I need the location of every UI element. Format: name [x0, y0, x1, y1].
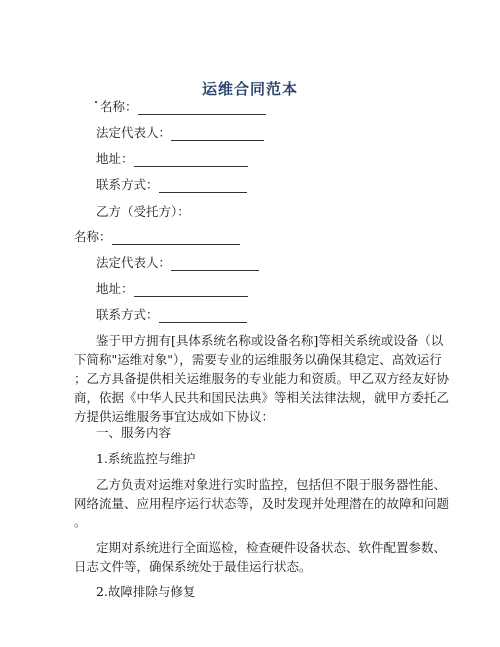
party-a-contact-row [96, 177, 247, 193]
preamble-line-3: ；乙方具备提供相关运维服务的专业能力和资质。甲乙双方经友好协 [74, 371, 450, 386]
party-a-name-blank [138, 101, 266, 115]
party-b-contact-label: 联系方式： [96, 307, 159, 322]
party-a-address-blank [134, 153, 248, 167]
party-a-address-label: 地址： [96, 151, 134, 166]
party-b-rep-blank [171, 257, 259, 271]
preamble-line-5: 方提供运维服务事宜达成如下协议： [74, 409, 275, 424]
party-b-contact-row [96, 307, 247, 323]
monitor-line-2: 网络流量、应用程序运行状态等，及时发现并处理潜在的故障和问题 [74, 496, 450, 511]
section-heading-service-content: 一、服务内容 [96, 425, 172, 440]
party-a-rep-blank [171, 127, 264, 141]
party-a-name-label: 名称： [100, 99, 138, 114]
party-b-heading: 乙方（受托方）： [96, 204, 190, 219]
party-a-contact-label: 联系方式： [96, 177, 159, 192]
party-a-address-row [96, 151, 248, 167]
preamble-line-2: 下简称"运维对象"），需要专业的运维服务以确保其稳定、高效运行 [74, 352, 442, 367]
subsection-fault-repair: 2.故障排除与修复 [96, 584, 196, 599]
party-a-name-row [100, 99, 266, 115]
party-b-address-label: 地址： [96, 281, 134, 296]
party-b-rep-label: 法定代表人： [96, 255, 172, 270]
subsection-monitoring: 1.系统监控与维护 [96, 451, 196, 466]
party-a-rep-row [96, 125, 264, 141]
document-title: 运维合同范本 [201, 80, 298, 98]
preamble-line-4: 商，依据《中华人民共和国民法典》等相关法律法规，就甲方委托乙 [74, 390, 450, 405]
monitor-line-3: 。 [74, 514, 87, 529]
party-b-rep-row [96, 255, 259, 271]
party-b-name-blank [112, 231, 240, 245]
preamble-line-1: 鉴于甲方拥有[具体系统名称或设备名称]等相关系统或设备（以 [96, 333, 444, 348]
party-a-rep-label: 法定代表人： [96, 125, 172, 140]
monitor-line-1: 乙方负责对运维对象进行实时监控，包括但不限于服务器性能、 [96, 477, 447, 492]
inspect-line-2: 日志文件等，确保系统处于最佳运行状态。 [74, 559, 312, 574]
party-b-address-row [96, 281, 248, 297]
party-a-contact-blank [159, 179, 247, 193]
party-b-contact-blank [159, 309, 247, 323]
inspect-line-1: 定期对系统进行全面巡检，检查硬件设备状态、软件配置参数、 [96, 540, 447, 555]
bullet-mark [95, 101, 97, 103]
party-b-name-label: 名称： [74, 229, 112, 244]
party-b-name-row [74, 229, 240, 245]
party-b-address-blank [134, 283, 248, 297]
